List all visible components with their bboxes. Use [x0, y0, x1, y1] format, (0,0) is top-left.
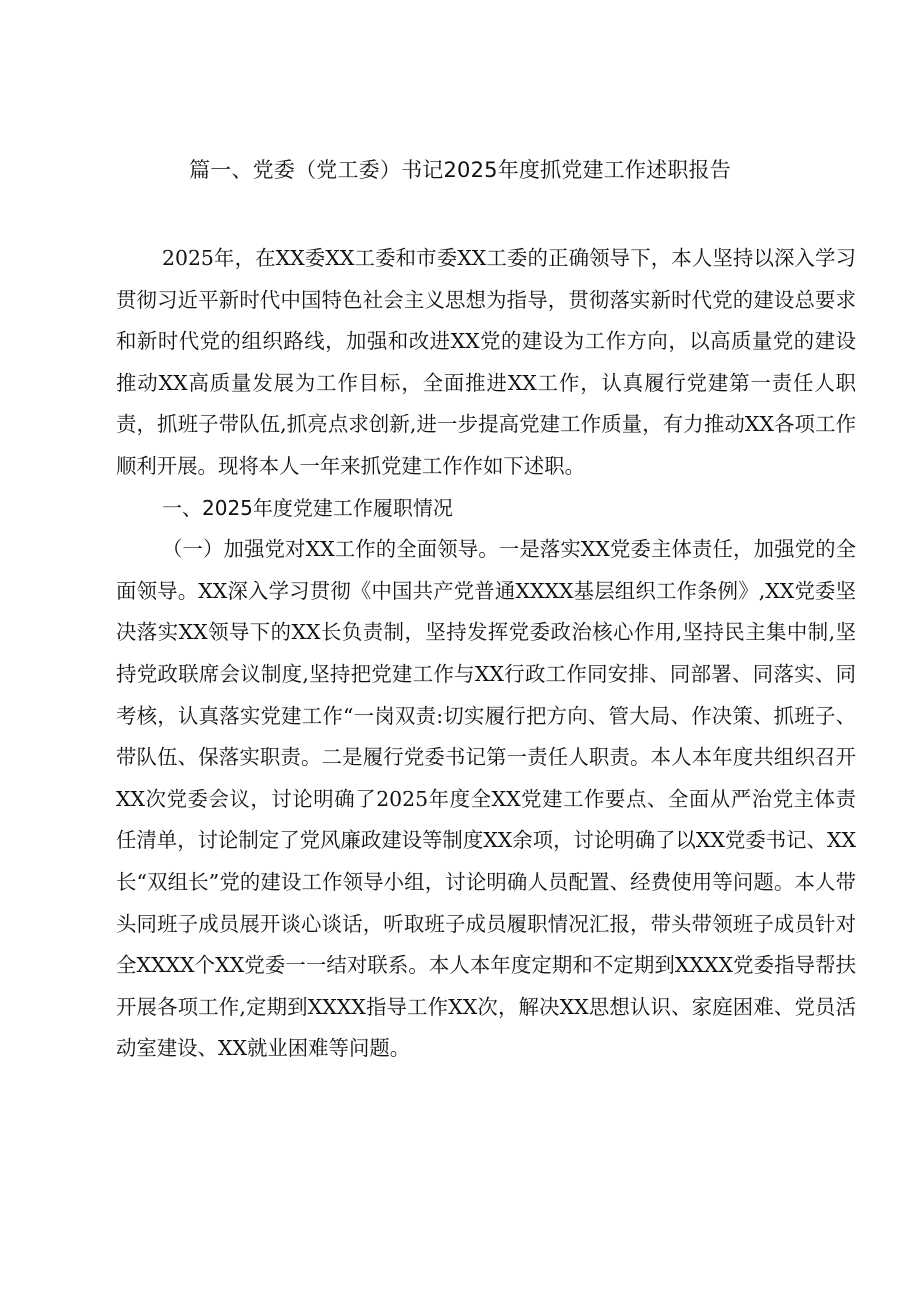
subsection-one-paragraph: （一）加强党对XX工作的全面领导。一是落实XX党委主体责任，加强党的全面领导。XX深入学习贯彻《中国共产党普通XXXX基层组织工作条例》,XX党委坚决落实XX领导下的XX长负责制，坚持发挥党委政治核心作用,坚持民主集中制,坚持党政联席会议制度,坚持把党建工作与XX行政工作同安排、同部署、同落实、同考核，认真落实党建工作“一岗双责:切实履行把方向、管大局、作决策、抓班子、带队伍、保落实职责。二是履行党委书记第一责任人职责。本人本年度共组织召开XX次党委会议，讨论明确了2025年度全XX党建工作要点、全面从严治党主体责任清单，讨论制定了党风廉政建设等制度XX余项，讨论明确了以XX党委书记、XX长“双组长”党的建设工作领导小组，讨论明确人员配置、经费使用等问题。本人带头同班子成员展开谈心谈话，听取班子成员履职情况汇报，带头带领班子成员针对全XXXX个XX党委一一结对联系。本人本年度定期和不定期到XXXX党委指导帮扶开展各项工作,定期到XXXX指导工作XX次，解决XX思想认识、家庭困难、党员活动室建设、XX就业困难等问题。 [116, 537, 856, 1061]
intro-paragraph: 2025年，在XX委XX工委和市委XX工委的正确领导下，本人坚持以深入学习贯彻习近平新时代中国特色社会主义思想为指导，贯彻落实新时代党的建设总要求和新时代党的组织路线，加强和改进XX党的建设为工作方向，以高质量党的建设推动XX高质量发展为工作目标，全面推进XX工作，认真履行党建第一责任人职责，抓班子带队伍,抓亮点求创新,进一步提高党建工作质量，有力推动XX各项工作顺利开展。现将本人一年来抓党建工作作如下述职。 [116, 246, 856, 478]
document-body [116, 238, 856, 1070]
section-heading-one: 一、2025年度党建工作履职情况 [162, 495, 453, 520]
document-title: 篇一、党委（党工委）书记2025年度抓党建工作述职报告 [189, 158, 731, 182]
